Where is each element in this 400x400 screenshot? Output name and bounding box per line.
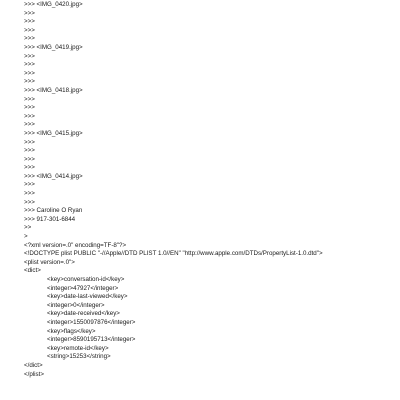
document-line: >>> [24,26,35,34]
document-line: > [24,233,28,241]
document-line: <dict> [24,267,41,275]
document-line: >>> <IMG_0415.jpg> [24,129,83,137]
document-line: >>> <IMG_0420.jpg> [24,1,83,8]
document-line: >>> [24,121,35,129]
document-line: >>> <IMG_0419.jpg> [24,43,83,51]
document-line: >>> [24,181,35,189]
document-line: >>> [24,164,35,172]
document-line: </plist> [24,370,44,378]
document-line: <integer>8590195713</integer> [47,336,136,344]
document-line: >>> [24,147,35,155]
document-line: >>> 917-301-6844 [24,215,76,223]
document-line: <key>date-received</key> [47,310,120,318]
document-line: >>> [24,78,35,86]
document-line: >>> [24,18,35,26]
document-line: >>> [24,95,35,103]
document-line: >>> [24,69,35,77]
document-line: >>> [24,190,35,198]
document-line: >>> [24,138,35,146]
document-line: >>> <IMG_0414.jpg> [24,172,83,180]
document-line: >>> <IMG_0418.jpg> [24,86,83,94]
document-line: </dict> [24,361,43,369]
document-line: >> [24,224,32,232]
document-line: <key>remote-id</key> [47,344,109,352]
document-line: <!DOCTYPE plist PUBLIC "-//Apple//DTD PLIST 1.0//EN" "http://www.apple.com/DTDs/PropertyList-1.0.dtd"> [24,250,323,258]
document-line: <key>date-last-viewed</key> [47,293,128,301]
document-line: <key>conversation-id</key> [47,276,125,283]
document-line: >>> [24,155,35,163]
document-line: >>> [24,198,35,206]
document-line: <string>15253</string> [47,353,111,361]
document-line: <plist version=.0"> [24,258,75,266]
document-line: <key>flags</key> [47,327,96,335]
document-line: >>> [24,112,35,120]
document-line: >>> [24,104,35,112]
document-line: >>> [24,35,35,43]
document-line: >>> [24,61,35,69]
document-line: <integer>1550097876</integer> [47,318,136,326]
document-line: >>> [24,9,35,17]
document-line: <integer>47927</integer> [47,284,119,292]
document-line: <integer>0</integer> [47,301,105,309]
document-line: <?xml version=.0" encoding=TF-8"?> [24,241,127,249]
document-line: >>> [24,52,35,60]
document-line: >>> Caroline O Ryan [24,207,83,215]
document-body [24,1,400,379]
